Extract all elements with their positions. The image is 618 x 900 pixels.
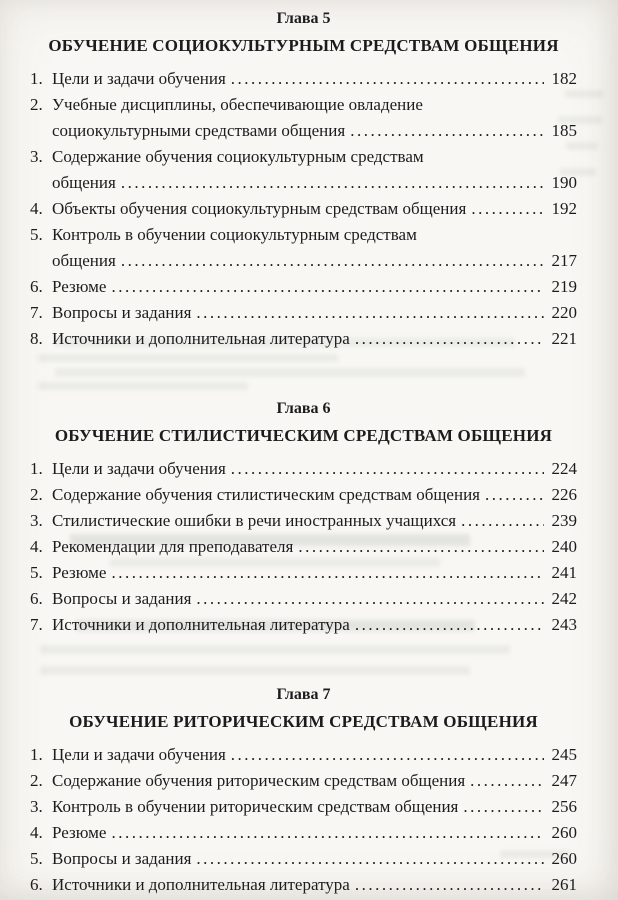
dot-leader	[485, 482, 544, 508]
entry-number: 7.	[30, 303, 43, 322]
entry-page-number: 182	[551, 69, 577, 88]
entry-page-number: 226	[551, 485, 577, 504]
entry-number: 6.	[30, 277, 43, 296]
entry-line	[30, 846, 577, 872]
dot-leader	[231, 742, 544, 768]
entry-page-number: 219	[551, 277, 577, 296]
entry-number: 5.	[30, 563, 43, 582]
chapter-section	[30, 398, 577, 638]
toc-entry	[30, 872, 577, 898]
entry-number: 8.	[30, 329, 43, 348]
dot-leader	[298, 534, 544, 560]
toc-entry	[30, 586, 577, 612]
entry-number: 1.	[30, 69, 43, 88]
entry-number: 4.	[30, 823, 43, 842]
entry-line	[30, 482, 577, 508]
entry-page-number: 224	[551, 459, 577, 478]
entry-line	[30, 768, 577, 794]
entry-page-number: 192	[551, 199, 577, 218]
toc-entry	[30, 144, 577, 196]
entry-text: Вопросы и задания	[52, 589, 192, 608]
dot-leader	[355, 326, 544, 352]
toc-entry	[30, 482, 577, 508]
chapter-section	[30, 8, 577, 352]
entry-line	[30, 794, 577, 820]
toc-entry	[30, 508, 577, 534]
entry-text: общения	[52, 251, 116, 270]
dot-leader	[470, 768, 544, 794]
entry-number: 5.	[30, 225, 43, 244]
entry-line	[30, 456, 577, 482]
entry-page-number: 190	[551, 173, 577, 192]
entry-line	[30, 742, 577, 768]
entry-number: 1.	[30, 459, 43, 478]
entry-line	[30, 612, 577, 638]
entry-number: 6.	[30, 875, 43, 894]
entry-page-number: 247	[551, 771, 577, 790]
toc-entry	[30, 612, 577, 638]
entry-line	[30, 170, 577, 196]
entry-page-number: 261	[551, 875, 577, 894]
entry-line	[30, 118, 577, 144]
entry-text: Цели и задачи обучения	[52, 459, 226, 478]
entry-text: Учебные дисциплины, обеспечивающие овладение	[52, 95, 423, 114]
dot-leader	[463, 794, 544, 820]
entry-line	[30, 820, 577, 846]
chapter-label: Глава 5	[276, 10, 331, 27]
entry-line	[30, 274, 577, 300]
toc-entry	[30, 92, 577, 144]
entry-number: 5.	[30, 849, 43, 868]
entry-page-number: 241	[551, 563, 577, 582]
entry-number: 4.	[30, 537, 43, 556]
dot-leader	[196, 300, 544, 326]
toc-entry	[30, 820, 577, 846]
entry-text: Источники и дополнительная литература	[52, 875, 350, 894]
entry-number: 2.	[30, 485, 43, 504]
toc-entry	[30, 456, 577, 482]
toc-entry	[30, 222, 577, 274]
entry-text: Содержание обучения риторическим средствам общения	[52, 771, 466, 790]
entry-line	[30, 144, 577, 170]
entry-page-number: 185	[551, 121, 577, 140]
entry-text: Цели и задачи обучения	[52, 69, 226, 88]
entry-text: Резюме	[52, 563, 107, 582]
entry-page-number: 220	[551, 303, 577, 322]
entry-text: социокультурными средствами общения	[52, 121, 346, 140]
entry-line	[30, 300, 577, 326]
entry-line	[30, 560, 577, 586]
entry-number: 1.	[30, 745, 43, 764]
entry-line	[30, 92, 577, 118]
entry-number: 3.	[30, 797, 43, 816]
entry-text: Содержание обучения социокультурным средствам	[52, 147, 424, 166]
toc-entry	[30, 742, 577, 768]
entry-text: общения	[52, 173, 116, 192]
entry-page-number: 239	[551, 511, 577, 530]
entry-line	[30, 586, 577, 612]
dot-leader	[461, 508, 544, 534]
entry-text: Источники и дополнительная литература	[52, 329, 350, 348]
entry-page-number: 221	[551, 329, 577, 348]
entry-text: Цели и задачи обучения	[52, 745, 226, 764]
chapter-title: ОБУЧЕНИЕ СОЦИОКУЛЬТУРНЫМ СРЕДСТВАМ ОБЩЕНИЯ	[48, 36, 559, 55]
chapter-title: ОБУЧЕНИЕ РИТОРИЧЕСКИМ СРЕДСТВАМ ОБЩЕНИЯ	[69, 712, 538, 731]
entry-text: Резюме	[52, 823, 107, 842]
toc-entry	[30, 274, 577, 300]
entry-page-number: 242	[551, 589, 577, 608]
entry-line	[30, 248, 577, 274]
entry-line	[30, 222, 577, 248]
dot-leader	[111, 560, 544, 586]
entry-line	[30, 872, 577, 898]
entry-text: Объекты обучения социокультурным средствам общения	[52, 199, 467, 218]
chapter-title: ОБУЧЕНИЕ СТИЛИСТИЧЕСКИМ СРЕДСТВАМ ОБЩЕНИЯ	[54, 426, 553, 445]
dot-leader	[196, 846, 544, 872]
entry-page-number: 243	[551, 615, 577, 634]
entry-line	[30, 326, 577, 352]
toc-entry	[30, 534, 577, 560]
entry-number: 3.	[30, 511, 43, 530]
dot-leader	[111, 274, 544, 300]
entry-text: Вопросы и задания	[52, 303, 192, 322]
entry-page-number: 240	[551, 537, 577, 556]
entry-number: 6.	[30, 589, 43, 608]
dot-leader	[111, 820, 544, 846]
dot-leader	[196, 586, 544, 612]
toc-entry	[30, 300, 577, 326]
entry-number: 2.	[30, 95, 43, 114]
toc-entry	[30, 560, 577, 586]
entry-text: Содержание обучения стилистическим средствам общения	[52, 485, 480, 504]
entry-line	[30, 196, 577, 222]
entry-line	[30, 66, 577, 92]
toc-entry	[30, 846, 577, 872]
entry-text: Контроль в обучении риторическим средствам общения	[52, 797, 459, 816]
dot-leader	[121, 248, 544, 274]
entry-page-number: 260	[551, 849, 577, 868]
dot-leader	[471, 196, 544, 222]
entry-number: 3.	[30, 147, 43, 166]
chapter-label: Глава 6	[276, 400, 331, 417]
entry-line	[30, 508, 577, 534]
toc-entry	[30, 768, 577, 794]
entry-text: Контроль в обучении социокультурным средствам	[52, 225, 417, 244]
dot-leader	[231, 456, 544, 482]
entry-page-number: 217	[551, 251, 577, 270]
dot-leader	[355, 612, 544, 638]
toc-entry	[30, 196, 577, 222]
toc-entry	[30, 326, 577, 352]
dot-leader	[355, 872, 544, 898]
entry-number: 7.	[30, 615, 43, 634]
entry-line	[30, 534, 577, 560]
entry-page-number: 245	[551, 745, 577, 764]
dot-leader	[231, 66, 544, 92]
entry-page-number: 256	[551, 797, 577, 816]
chapter-label: Глава 7	[276, 686, 331, 703]
entry-text: Вопросы и задания	[52, 849, 192, 868]
entry-number: 2.	[30, 771, 43, 790]
entry-text: Рекомендации для преподавателя	[52, 537, 294, 556]
entry-text: Источники и дополнительная литература	[52, 615, 350, 634]
toc-entry	[30, 66, 577, 92]
toc-entry	[30, 794, 577, 820]
entry-number: 4.	[30, 199, 43, 218]
entry-text: Резюме	[52, 277, 107, 296]
dot-leader	[350, 118, 544, 144]
entry-page-number: 260	[551, 823, 577, 842]
chapter-section	[30, 684, 577, 898]
entry-text: Стилистические ошибки в речи иностранных учащихся	[52, 511, 457, 530]
dot-leader	[121, 170, 544, 196]
